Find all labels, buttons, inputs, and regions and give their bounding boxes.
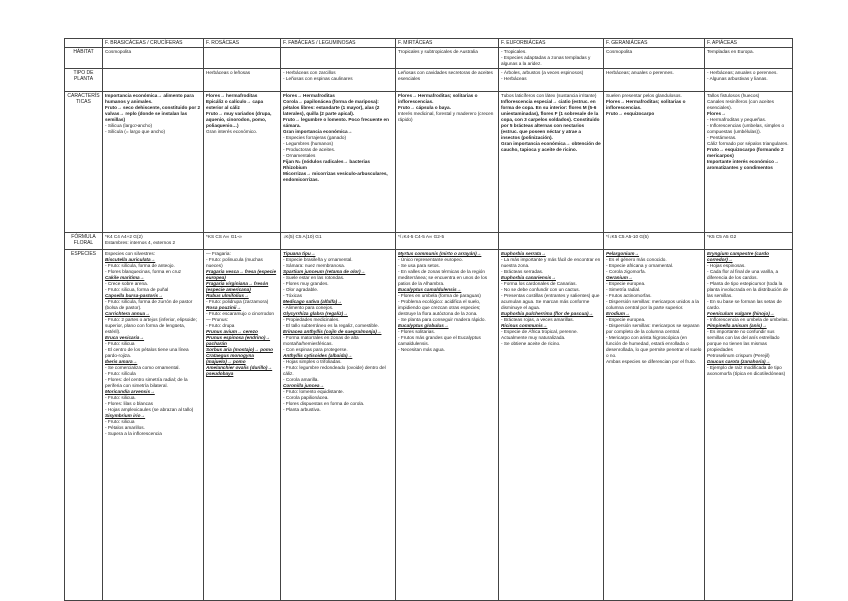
cell-text-line: - Se planta para conseguir madera rápido.: [398, 317, 486, 322]
comparison-table-sheet: [64, 38, 792, 601]
table-cell: [281, 233, 396, 250]
cell-text-line: Micorrizas→ micorrizas vesículo-arbusculares, endomicorrizas.: [283, 171, 388, 182]
cell-text-line: - Dispersión semillas: mericarpos se separan por completo de la columna central.: [606, 323, 700, 334]
cell-text-line: Epicáliz o calículo→ capa exterior al cáliz: [206, 99, 264, 110]
cell-text-line: - Supera a la inflorescencia: [105, 431, 162, 436]
cell-text-line: - Herbáceas: [501, 76, 527, 81]
cell-text-line: Tubos laticíferos con látex (sustancia irritante): [501, 93, 597, 98]
cell-text-line: Prunus avium→ cerezo: [206, 329, 258, 334]
cell-text-line: - Especie de África tropical, perenne. Actualmente muy naturalizada.: [501, 329, 578, 340]
table-cell: [281, 92, 396, 233]
cell-text-line: - Forma los cardonales de Canarias.: [501, 281, 577, 286]
cell-text-line: - Silícula (= largo que ancho): [105, 129, 166, 134]
table-cell: [281, 69, 396, 92]
table-cell: [396, 69, 499, 92]
cell-text-line: - Especie brasileña y ornamental.: [283, 257, 353, 262]
table-cell: [705, 92, 793, 233]
cell-text-line: - Se usa para setos.: [398, 263, 440, 268]
cell-text-line: - Flores dispuestas en forma de corola.: [283, 401, 365, 406]
row-label-cell: TIPO DE PLANTA: [65, 69, 103, 92]
cell-text-line: *KS CS A∞ G1-∞: [206, 234, 242, 239]
cell-text-line: Rubus ulmifolius→: [206, 293, 249, 298]
cell-text-line: - Especie europea.: [606, 281, 646, 286]
family-header-cell: F. GERANIÁCEAS: [604, 39, 705, 48]
cell-text-line: Cosmopolita: [606, 49, 633, 54]
cell-text-line: Suelen presentar pelos glandulosos.: [606, 93, 682, 98]
cell-text-line: Flores→ Hermafroditas; solitarias o inflorescencias.: [398, 93, 478, 104]
family-header-cell: F. MIRTÁCEAS: [396, 39, 499, 48]
cell-text-line: Fruto→ muy variados (drupa, aquenio, cinorodon, pomo, poliaquenio…): [206, 111, 272, 128]
table-cell: [103, 233, 204, 250]
cell-text-line: - Productoras de aceites.: [283, 147, 336, 152]
cell-text-line: - Legumbres (humanos): [283, 141, 334, 146]
cell-text-line: Fruto→ seco dehiscente, constituido por 2 valvas→ replo (donde se instalan las semillas): [105, 105, 201, 122]
cell-text-line: - La más importante y más fácil de encontrar en nuestra zona.: [501, 257, 601, 268]
family-header-cell: F. APIÁCEAS: [705, 39, 793, 48]
cell-text-line: - Fruto: silicua: [105, 419, 135, 424]
cell-text-line: */↓K4-5 C4-5 A∞ G2-5: [398, 234, 445, 239]
cell-text-line: Fruto→ legumbre o lomento. Poco frecuente en sámara.: [283, 117, 389, 128]
cell-text-line: - Especies adaptadas a zonas templadas y algunas a la aridez.: [501, 55, 591, 66]
cell-text-line: Capsella bursa-pastoris→: [105, 293, 163, 298]
cell-text-line: Spartium junceum (retama de olor)→: [283, 269, 366, 274]
cell-text-line: - Fruto: drupa: [206, 323, 235, 328]
cell-text-line: Pelargonium→: [606, 251, 640, 256]
cell-text-line: Flores→ hermafroditas: [206, 93, 258, 98]
cell-text-line: - Fruto: polidrupa (zarzamora): [206, 299, 269, 304]
cell-text-line: - Flores muy grandes.: [283, 281, 329, 286]
table-cell: [705, 250, 793, 601]
cell-text-line: Importancia económica→ alimento para humanos y animales.: [105, 93, 194, 104]
table-cell: [604, 48, 705, 69]
cell-text-line: - Fruto: lomento equidistante.: [283, 389, 344, 394]
cell-text-line: - Algunas arbustivas y lianas.: [707, 76, 768, 81]
table-cell: [499, 48, 604, 69]
cell-text-line: Eruca vesicaria→: [105, 335, 145, 340]
cell-text-line: - El centro de los pétalos tiene una línea pardo-rojiza.: [105, 347, 189, 358]
cell-text-line: Euphorbia canariensis→: [501, 275, 556, 280]
cell-text-line: Daucus carota (zanahoria)→: [707, 359, 771, 364]
cell-text-line: *K4 C4 A4+2 G(2): [105, 234, 143, 239]
cell-text-line: - Flores solitarias.: [398, 329, 435, 334]
cell-text-line: - Cada flor al final de una varilla, a diferencia de los cardos.: [707, 269, 779, 280]
cell-text-line: - Flores blanquecinas, forma en cruz: [105, 269, 182, 274]
table-row: [65, 92, 793, 233]
cell-text-line: Gran interés económico.: [206, 129, 258, 134]
cell-text-line: Ricinus communis→: [501, 323, 548, 328]
cell-text-line: Especies con silvestres:: [105, 251, 156, 256]
cell-text-line: Inflorescencia especial→ ciatio (estruc. en forma de copa. En su interior: flores M (5-6 uniestaminadas), flores F (1 sobresale de la copa, con 3 carpelos soldados). Constituido por 5 brácteas alternas con nectarios (estruc. que poseen néctar y atrae a insectos (polinización).: [501, 99, 600, 140]
row-label-cell: FÓRMULA FLORAL: [65, 233, 103, 250]
cell-text-line: - Brácteas serradas.: [501, 269, 544, 274]
cell-text-line: Euphorbia pulcherrima (flor de pascua)→: [501, 311, 594, 316]
cell-text-line: — Prunus:: [206, 317, 229, 322]
cell-text-line: - Leñosas con espinas caulinares: [283, 76, 353, 81]
table-cell: [204, 92, 281, 233]
table-cell: [499, 250, 604, 601]
cell-text-line: - Presentas costillas (entrantes y salientes) que acumulan agua. Se marcan más conforme disminuye el agua.: [501, 293, 600, 310]
cell-text-line: - Olor agradable.: [283, 287, 319, 292]
table-cell: [705, 48, 793, 69]
cell-text-line: Eryngium campestre (cardo corredor)→: [707, 251, 769, 262]
cell-text-line: - Especies forrajeras (ganado): [283, 135, 347, 140]
cell-text-line: - Hojas espinosas.: [707, 263, 746, 268]
table-cell: [103, 69, 204, 92]
cell-text-line: Foeniculum vulgare (hinojo)→: [707, 311, 775, 316]
cell-text-line: - Fruto: silícula, forma de zurrón de pastor (bolsa de pastor).: [105, 299, 193, 310]
cell-text-line: Sisymbrium irio→: [105, 413, 146, 418]
cell-text-line: - Corola papilionácea.: [283, 395, 329, 400]
cell-text-line: Rosa pouzinii→: [206, 305, 242, 310]
cell-text-line: Tipuana tipu→: [283, 251, 316, 256]
table-cell: [499, 92, 604, 233]
cell-text-line: - Silicua (largo>ancho): [105, 123, 153, 128]
table-cell: [396, 250, 499, 601]
cell-text-line: - Flores: del centro simetría radial; de la periferia con simetría bilateral.: [105, 377, 188, 388]
corner-header-cell: [65, 39, 103, 48]
cell-text-line: Fruto→ esquizocarpo: [606, 111, 655, 116]
cell-text-line: - Problema ecológico: acidifica el suelo, impidiendo que crezcan otras especies; destruye la flora autóctona de la zona.: [398, 299, 481, 316]
table-row: [65, 233, 793, 250]
cell-text-line: - Herbáceas con zarcillos: [283, 70, 336, 75]
families-comparison-table: [64, 38, 793, 601]
cell-text-line: - No se debe confundir con un cactus.: [501, 287, 580, 292]
cell-text-line: - Se obtiene aceite de ricino.: [501, 341, 561, 346]
cell-text-line: - Herbáceas; anuales o perennes.: [707, 70, 778, 75]
cell-text-line: - Hermafroditas y pequeñas.: [707, 117, 767, 122]
table-row: [65, 48, 793, 69]
cell-text-line: - Con espinas para protegerse.: [283, 347, 348, 352]
table-body: [65, 48, 793, 601]
table-cell: [396, 233, 499, 250]
cell-text-line: Flores→ Hermafroditas; solitarias o inflorescencias.: [606, 99, 686, 110]
cell-text-line: - Hojas simples o trifoliadas.: [283, 359, 342, 364]
cell-text-line: Tropicales y subtropicales de Australia: [398, 49, 478, 54]
cell-text-line: Canales resiníferos (con aceites esenciales).: [707, 99, 774, 110]
table-cell: [281, 250, 396, 601]
cell-text-line: Petroselinum crispum (Perejil): [707, 353, 770, 358]
table-cell: [499, 69, 604, 92]
cell-text-line: Geranium→: [606, 275, 633, 280]
table-cell: [103, 92, 204, 233]
cell-text-line: - Planta de tipo estepicursor (toda la planta involucrada en la distribución de las semillas.: [707, 281, 789, 298]
cell-text-line: *K5 C5 A5 G2: [707, 234, 737, 239]
cell-text-line: - Propiedades medicinales.: [283, 317, 340, 322]
cell-text-line: Herbáceas; anuales o perennes.: [606, 70, 674, 75]
cell-text-line: Tallos fistulosos (huecos): [707, 93, 760, 98]
cell-text-line: ↓K(5) C5 A(10) G1: [283, 234, 322, 239]
cell-text-line: - Tóxicas: [283, 293, 302, 298]
cell-text-line: Fruto→ esquizocarpo (formando 2 mericarpos): [707, 147, 784, 158]
cell-text-line: Interés medicinal, forestal y maderero (crecen rápido): [398, 111, 494, 122]
cell-text-line: - Fruto: silícula, forma de anteojo.: [105, 263, 175, 268]
table-cell: [204, 48, 281, 69]
cell-text-line: Cáliz formado por sépalos triangulares.: [707, 141, 789, 146]
cell-text-line: - Sámara: nuez membranosa.: [283, 263, 346, 268]
table-cell: [604, 233, 705, 250]
family-header-cell: F. FABÁCEAS / LEGUMINOSAS: [281, 39, 396, 48]
cell-text-line: - Dispersión semillas: mericarpos unidos a la columna central por la parte superior.: [606, 299, 700, 310]
table-cell: [604, 69, 705, 92]
cell-text-line: - Corola amarilla.: [283, 377, 319, 382]
cell-text-line: - Flores en umbela (forma de paraguas): [398, 293, 481, 298]
cell-text-line: Erodium→: [606, 311, 630, 316]
cell-text-line: Herbáceas o leñosas: [206, 70, 251, 75]
cell-text-line: Carrichtera annua→: [105, 311, 150, 316]
cell-text-line: - Pétalos amarillos.: [105, 425, 145, 430]
cell-text-line: Coronilla juncea→: [283, 383, 325, 388]
cell-text-line: Importante interés económico→ aromatizantes y condimentos: [707, 159, 779, 170]
cell-text-line: - El tallo subterráneo es la regaliz, comestible.: [283, 323, 379, 328]
cell-text-line: Eucalyptus globulus→: [398, 323, 449, 328]
cell-text-line: Erinacea anthyllis (cojín de suegra/monja)→: [283, 329, 382, 334]
table-cell: [281, 48, 396, 69]
cell-text-line: - Especie africana y ornamental.: [606, 263, 674, 268]
cell-text-line: - Único representante europeo.: [398, 257, 463, 262]
cell-text-line: - Alimento para conejos.: [283, 305, 334, 310]
cell-text-line: Cosmopolita: [105, 49, 132, 54]
cell-text-line: - Inflorescencia en umbela de umbelas.: [707, 317, 789, 322]
cell-text-line: Templadas en Europa.: [707, 49, 754, 54]
cell-text-line: Amelanchier ovalis (durillo)→ pseudobaya: [206, 365, 273, 376]
cell-text-line: - Ornamentales: [283, 153, 316, 158]
table-cell: [204, 250, 281, 601]
cell-text-line: - Especie europea.: [606, 317, 646, 322]
cell-text-line: - Flores: lilas o blancas: [105, 401, 153, 406]
cell-text-line: - Necesitan más agua.: [398, 347, 445, 352]
cell-text-line: - Se comercializa como ornamental.: [105, 365, 180, 370]
cell-text-line: */↓K5 C5 A5-10 G(5): [606, 234, 649, 239]
family-header-cell: F. EUFORBIÁCEAS: [499, 39, 604, 48]
cell-text-line: - Inflorescencias (umbelas, simples o compuestas (umbélulas)).: [707, 123, 785, 134]
cell-text-line: Biscutella auriculata→: [105, 257, 156, 262]
cell-text-line: Gran importancia económica→: [283, 129, 353, 134]
cell-text-line: - Hojas amplexicaules (se abrazan al tallo): [105, 407, 194, 412]
table-cell: [103, 48, 204, 69]
cell-text-line: Medicago sativa (alfalfa)→: [283, 299, 342, 304]
cell-text-line: - Brácteas rojas, a veces amarillas.: [501, 317, 574, 322]
family-header-cell: F. ROSÁCEAS: [204, 39, 281, 48]
table-cell: [204, 233, 281, 250]
cell-text-line: - Suele estar en las rotondas.: [283, 275, 345, 280]
table-cell: [604, 92, 705, 233]
cell-text-line: Fragaria virginiana→ fresón (especie americana): [206, 281, 269, 292]
cell-text-line: Flores→: [707, 111, 726, 116]
cell-text-line: - Fruto: silicua: [105, 341, 135, 346]
cell-text-line: Flores→ Hermafroditas: [283, 93, 335, 98]
cell-text-line: Gran importancia económica→ obtención de caucho, tapioca y aceite de ricino.: [501, 141, 601, 152]
table-row: [65, 250, 793, 601]
cell-text-line: - Planta arbustiva.: [283, 407, 321, 412]
table-cell: [103, 250, 204, 601]
cell-text-line: Euphorbia serrata→: [501, 251, 546, 256]
cell-text-line: - Frutos actinomorfas.: [606, 293, 652, 298]
cell-text-line: - Fruto: escaramujo o cinorrodon: [206, 311, 274, 316]
cell-text-line: - Fruto: silicua.: [105, 395, 136, 400]
row-label-cell: ESPECIES: [65, 250, 103, 601]
cell-text-line: - Fruto: legumbre redondeado (ovoide) dentro del cáliz.: [283, 365, 386, 376]
row-label-cell: CARACTERÍSTICAS: [65, 92, 103, 233]
table-row: [65, 69, 793, 92]
cell-text-line: - Simetría radial.: [606, 287, 641, 292]
cell-text-line: Moricandia arvensis→: [105, 389, 155, 394]
cell-text-line: - Fruto: silícula: [105, 371, 136, 376]
cell-text-line: Pimpinella anisum (anís)→: [707, 323, 767, 328]
cell-text-line: Fijan N₂ (nódulos radicales→ bacterias Rhizobium: [283, 159, 371, 170]
cell-text-line: Fragaria vesca→ fresa (especie europea): [206, 269, 277, 280]
cell-text-line: Iberis amara→: [105, 359, 138, 364]
table-cell: [204, 69, 281, 92]
cell-text-line: Fruto→ cápsula o baya.: [398, 105, 451, 110]
cell-text-line: Ambas especies se diferencian por el fruto.: [606, 359, 696, 364]
cell-text-line: - Árboles, arbustos (a veces espinosos): [501, 70, 584, 75]
table-cell: [396, 92, 499, 233]
cell-text-line: - Tropicales.: [501, 49, 527, 54]
cell-text-line: Myrtus communis (mirto o arrayán)→: [398, 251, 482, 256]
cell-text-line: - Es importante no confundir sus semillas con las del anís estrellado porque no tienen las mismas propiedades: [707, 329, 780, 352]
cell-text-line: - Es el género más conocido.: [606, 257, 667, 262]
cell-text-line: — Fragaria:: [206, 251, 231, 256]
cell-text-line: - Corola zigomorfa.: [606, 269, 646, 274]
cell-text-line: - Fruto: polinucula (muchas nueces): [206, 257, 263, 268]
cell-text-line: Prunus espinosa (endrino)→ pacharán: [206, 335, 271, 346]
cell-text-line: Anthyllis cytisoides (albaida)→: [283, 353, 353, 358]
cell-text-line: - Forma matorrales en zonas de alta montaña/hemiesféricas.: [283, 335, 359, 346]
cell-text-line: - Mericarpo con arista higroscópica (en función de humedad, estará enrollada o desenrollada, lo que permite penetrar el suelo o no.: [606, 335, 702, 358]
cell-text-line: - Frutos más grandes que el Eucalyptus camaldulensis.: [398, 335, 481, 346]
cell-text-line: - Crece sobre arena.: [105, 281, 148, 286]
cell-text-line: - En valles de zonas térmicas de la región mediterránea; se encuentra en unos de los patios de la Alhambra.: [398, 269, 488, 286]
table-cell: [705, 233, 793, 250]
cell-text-line: Eucalyptus camaldulensis→: [398, 287, 462, 292]
cell-text-line: - Ejemplo de raíz modificada de tipo axonomorfa (típica en dicotiledóneas): [707, 365, 786, 376]
cell-text-line: Estambres: internos 4, externos 2: [105, 240, 176, 245]
table-cell: [499, 233, 604, 250]
family-header-cell: F. BRASICÁCEAS / CRUCÍFERAS: [103, 39, 204, 48]
row-label-cell: HÁBITAT: [65, 48, 103, 69]
cell-text-line: Leñosas con cavidades secretoras de aceites esenciales: [398, 70, 493, 81]
cell-text-line: - Fruto: silicua, forma de puñal: [105, 287, 169, 292]
table-cell: [396, 48, 499, 69]
cell-text-line: Cakile maritima→: [105, 275, 145, 280]
cell-text-line: - Pentámeras.: [707, 135, 737, 140]
cell-text-line: - En su base se forman las setas de cardo.: [707, 299, 782, 310]
cell-text-line: Crataegus monogyna (majuelo)→ pomo: [206, 353, 254, 364]
table-cell: [604, 250, 705, 601]
cell-text-line: Sorbus aria (mostajo)→ pomo: [206, 347, 273, 352]
table-cell: [705, 69, 793, 92]
header-row: [65, 39, 793, 48]
cell-text-line: - Fruto: 2 partes o artejos (inferior, elipsoide; superior, plano con forma de lengüeta, estéril).: [105, 317, 197, 334]
cell-text-line: Corola→ papilonácea (forma de mariposa): pétalos libres: estandarte (1 mayor), alas (2 laterales), quilla (2 parte apical).: [283, 99, 380, 116]
cell-text-line: Glycyrrhiza glabra (regaliz)→: [283, 311, 348, 316]
